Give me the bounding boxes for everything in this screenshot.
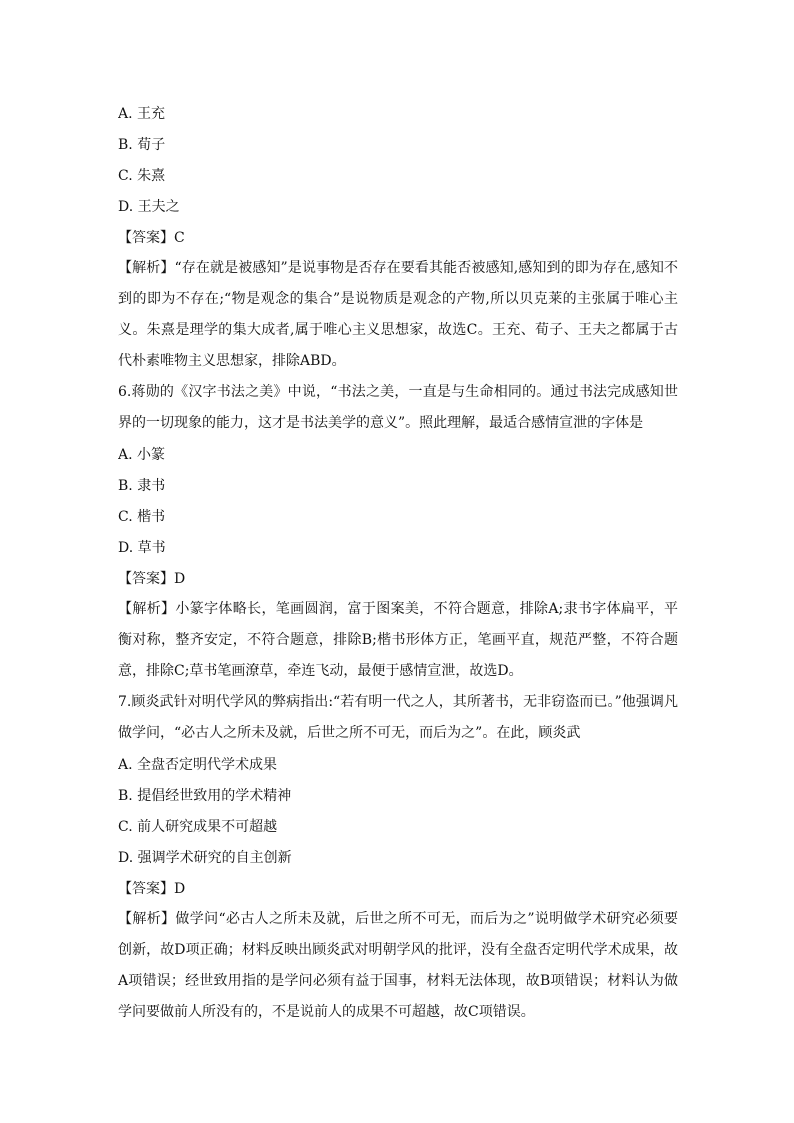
q7-answer: 【答案】D [118, 881, 186, 897]
q6-option-c: C. 楷书 [118, 509, 166, 525]
q6-option-a: A. 小篆 [118, 447, 166, 463]
q7-option-c: C. 前人研究成果不可超越 [118, 819, 278, 835]
q7-analysis: 【解析】做学问“必古人之所未及就，后世之所不可无，而后为之”说明做学术研究必须要创新，故D项正确；材料反映出顾炎武对明朝学风的批评，没有全盘否定明代学术成果，故A项错误；经世致用指的是学问必须有益于国事，材料无法体现，故B项错误；材料认为做学问要做前人所没有的，不是说前人的成果不可超越，故C项错误。 [118, 911, 678, 1020]
q5-option-a: A. 王充 [118, 106, 166, 122]
q5-analysis: 【解析】“存在就是被感知”是说事物是否存在要看其能否被感知,感知到的即为存在,感知不到的即为不存在;“物是观念的集合”是说物质是观念的产物,所以贝克莱的主张属于唯心主义。朱熹是理学的集大成者,属于唯心主义思想家，故选C。王充、荀子、王夫之都属于古代朴素唯物主义思想家，排除ABD。 [118, 260, 678, 369]
q6-answer: 【答案】D [118, 571, 186, 587]
q5-answer: 【答案】C [118, 230, 185, 246]
q5-option-b: B. 荀子 [118, 137, 166, 153]
q7-option-a: A. 全盘否定明代学术成果 [118, 757, 278, 773]
q6-option-d: D. 草书 [118, 540, 166, 556]
q5-option-c: C. 朱熹 [118, 168, 166, 184]
q7-option-b: B. 提倡经世致用的学术精神 [118, 788, 292, 804]
q6-analysis: 【解析】小篆字体略长，笔画圆润，富于图案美，不符合题意，排除A;隶书字体扁平，平衡对称，整齐安定，不符合题意，排除B;楷书形体方正，笔画平直，规范严整，不符合题意，排除C;草书笔画潦草，牵连飞动，最便于感情宣泄，故选D。 [118, 601, 678, 679]
q6-option-b: B. 隶书 [118, 478, 166, 494]
q7-option-d: D. 强调学术研究的自主创新 [118, 850, 292, 866]
q6-stem: 6.蒋勋的《汉字书法之美》中说，“书法之美，一直是与生命相同的。通过书法完成感知世界的一切现象的能力，这才是书法美学的意义”。照此理解，最适合感情宣泄的字体是 [118, 384, 678, 431]
q7-stem: 7.顾炎武针对明代学风的弊病指出:“若有明一代之人，其所著书，无非窃盗而已。”他强调凡做学问，“必古人之所未及就，后世之所不可无，而后为之”。在此，顾炎武 [118, 694, 678, 741]
q5-option-d: D. 王夫之 [118, 199, 180, 215]
